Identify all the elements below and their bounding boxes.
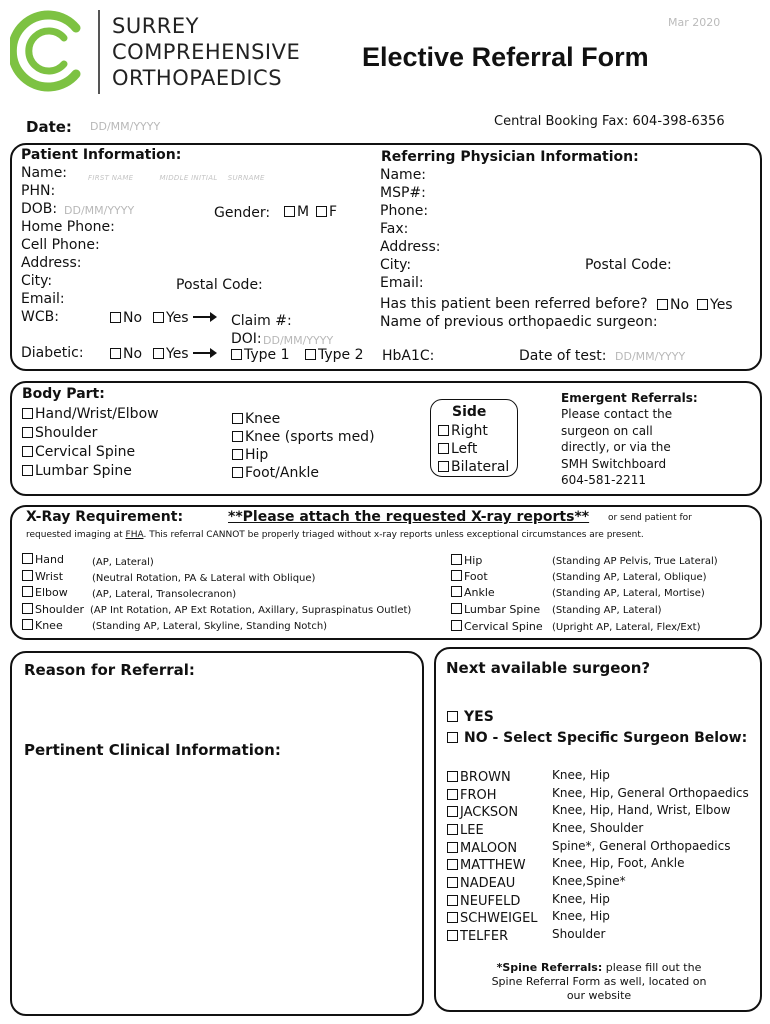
emergent-line: surgeon on call [561, 424, 653, 438]
body-part-label: Shoulder [35, 425, 98, 441]
surgeon-option[interactable] [447, 894, 520, 909]
logo-line-2: COMPREHENSIVE [112, 40, 301, 64]
surgeon-specialty: Knee, Hip, Foot, Ankle [552, 856, 685, 870]
spine-note-line1 [442, 961, 756, 975]
body-part-label: Foot/Ankle [245, 465, 319, 481]
surgeon-specialty: Knee, Hip, Hand, Wrist, Elbow [552, 803, 731, 817]
physician-phone-label: Phone: [380, 203, 429, 219]
surgeon-checkbox[interactable] [447, 912, 458, 923]
home-phone-label: Home Phone: [21, 219, 115, 235]
physician-fax-label: Fax: [380, 221, 409, 237]
surgeon-name: LEE [460, 823, 484, 838]
shoulder-checkbox[interactable] [22, 427, 33, 438]
body-part-label: Lumbar Spine [35, 463, 132, 479]
diabetic-no-option[interactable] [110, 346, 142, 362]
xray-cervical-spine[interactable] [451, 620, 543, 633]
physician-postal-label: Postal Code: [585, 257, 672, 273]
gender-m-checkbox[interactable] [284, 206, 295, 217]
spine-note-line3: our website [566, 989, 632, 1002]
body-part-shoulder[interactable] [22, 425, 97, 441]
logo [10, 8, 86, 94]
xray-label: Wrist [35, 570, 64, 583]
type2-option[interactable] [305, 347, 364, 363]
xray-wrist[interactable] [22, 570, 63, 583]
xray-knee[interactable] [22, 619, 63, 632]
phn-label: PHN: [21, 183, 56, 199]
body-part-foot-ankle[interactable] [232, 465, 319, 481]
xray-ankle-checkbox[interactable] [451, 586, 462, 597]
gender-m-option[interactable] [284, 204, 309, 220]
xray-label: Cervical Spine [464, 620, 543, 633]
type2-label: Type 2 [318, 347, 364, 363]
logo-line-3: ORTHOPAEDICS [112, 66, 283, 90]
xray-wrist-detail: (Neutral Rotation, PA & Lateral with Oblique) [92, 573, 316, 584]
surgeon-name: MATTHEW [460, 858, 526, 873]
no-checkbox[interactable] [447, 732, 458, 743]
body-part-heading: Body Part: [22, 386, 105, 402]
xray-knee-checkbox[interactable] [22, 619, 33, 630]
referred-no-option[interactable] [657, 297, 689, 313]
form-title: Elective Referral Form [362, 42, 649, 72]
side-label: Left [451, 441, 478, 457]
referred-no-label: No [670, 297, 690, 313]
side-label: Bilateral [451, 459, 510, 475]
xray-attach-note: **Please attach the requested X-ray reports** [228, 509, 590, 525]
first-name-hint: FIRST NAME [88, 174, 134, 182]
arrow-right-icon [193, 316, 215, 318]
surgeon-name: FROH [460, 788, 497, 803]
xray-note-text: requested imaging at [26, 530, 123, 540]
surgeon-specialty: Spine*, General Orthopaedics [552, 839, 731, 853]
surgeon-checkbox[interactable] [447, 789, 458, 800]
body-part-hip[interactable] [232, 447, 268, 463]
side-left-checkbox[interactable] [438, 443, 449, 454]
clinical-info-label: Pertinent Clinical Information: [24, 741, 281, 759]
side-label: Right [451, 423, 488, 439]
surgeon-option[interactable] [447, 929, 508, 944]
patient-heading: Patient Information: [21, 147, 182, 163]
hba1c-label: HbA1C: [382, 348, 435, 364]
surgeon-checkbox[interactable] [447, 895, 458, 906]
dob-input[interactable]: DD/MM/YYYY [64, 204, 135, 217]
dob-label: DOB: [21, 201, 58, 217]
body-part-label: Hand/Wrist/Elbow [35, 406, 159, 422]
body-part-label: Hip [245, 447, 269, 463]
surgeon-heading: Next available surgeon? [446, 659, 651, 677]
type2-checkbox[interactable] [305, 349, 316, 360]
xray-hip-checkbox[interactable] [451, 554, 462, 565]
side-heading: Side [452, 404, 487, 420]
emergent-phone: 604-581-2211 [561, 473, 647, 487]
xray-hip-detail: (Standing AP Pelvis, True Lateral) [552, 556, 718, 567]
surgeon-specialty: Knee, Hip, General Orthopaedics [552, 786, 749, 800]
date-of-test-input[interactable]: DD/MM/YYYY [615, 350, 686, 363]
xray-foot[interactable] [451, 570, 488, 583]
spine-note-bold: *Spine Referrals: [496, 961, 603, 974]
referred-yes-checkbox[interactable] [697, 299, 708, 310]
claim-label: Claim #: [231, 313, 292, 329]
side-bilateral[interactable] [438, 459, 509, 475]
physician-heading: Referring Physician Information: [381, 149, 639, 165]
xray-elbow-detail: (AP, Lateral, Transolecranon) [92, 589, 237, 600]
surgeon-option[interactable] [447, 841, 517, 856]
surgeon-checkbox[interactable] [447, 859, 458, 870]
xray-shoulder-detail: (AP Int Rotation, AP Ext Rotation, Axillary, Supraspinatus Outlet) [90, 605, 412, 616]
patient-email-label: Email: [21, 291, 65, 307]
arrow-right-icon [193, 352, 215, 354]
knee-sports-checkbox[interactable] [232, 431, 243, 442]
surgeon-specialty: Knee, Hip [552, 909, 610, 923]
surgeon-name: SCHWEIGEL [460, 911, 538, 926]
middle-initial-hint: MIDDLE INITIAL [159, 174, 218, 182]
surgeon-checkbox[interactable] [447, 771, 458, 782]
xray-lumbar-spine-checkbox[interactable] [451, 603, 462, 614]
previous-surgeon-label: Name of previous orthopaedic surgeon: [380, 314, 658, 330]
surgeon-checkbox[interactable] [447, 930, 458, 941]
cervical-spine-checkbox[interactable] [22, 446, 33, 457]
xray-cervical-spine-checkbox[interactable] [451, 620, 462, 631]
surgeon-name: TELFER [460, 929, 509, 944]
xray-ankle[interactable] [451, 586, 495, 599]
xray-knee-detail: (Standing AP, Lateral, Skyline, Standing Notch) [92, 621, 328, 632]
physician-email-label: Email: [380, 275, 424, 291]
xray-label: Knee [35, 619, 63, 632]
diabetic-no-checkbox[interactable] [110, 348, 121, 359]
surgeon-option[interactable] [447, 805, 518, 820]
next-available-yes[interactable] [447, 709, 494, 725]
surgeon-option[interactable] [447, 823, 484, 838]
surgeon-specialty: Knee,Spine* [552, 874, 626, 888]
surgeon-specialty: Knee, Hip [552, 892, 610, 906]
xray-ankle-detail: (Standing AP, Lateral, Mortise) [552, 588, 705, 599]
xray-label: Hand [35, 553, 64, 566]
surgeon-option[interactable] [447, 770, 511, 785]
msp-label: MSP#: [380, 185, 426, 201]
fha-link[interactable]: FHA [125, 530, 144, 540]
specific-surgeon-no[interactable] [447, 730, 747, 746]
gender-f-label: F [329, 204, 338, 220]
wcb-yes-checkbox[interactable] [153, 312, 164, 323]
surgeon-name: NEUFELD [460, 894, 521, 909]
body-part-knee-sports[interactable] [232, 429, 375, 445]
wcb-no-option[interactable] [110, 310, 142, 326]
central-fax: Central Booking Fax: 604-398-6356 [494, 114, 725, 129]
body-part-hand-wrist-elbow[interactable] [22, 406, 159, 422]
type1-checkbox[interactable] [231, 349, 242, 360]
surgeon-option[interactable] [447, 876, 515, 891]
physician-address-label: Address: [380, 239, 441, 255]
diabetic-yes-option[interactable] [153, 346, 219, 362]
gender-f-checkbox[interactable] [316, 206, 327, 217]
body-part-label: Knee [245, 411, 281, 427]
reason-section[interactable] [10, 651, 424, 1016]
patient-address-label: Address: [21, 255, 82, 271]
gender-f-option[interactable] [316, 204, 337, 220]
doi-label: DOI: [231, 331, 262, 347]
body-part-label: Cervical Spine [35, 444, 136, 460]
emergent-line: SMH Switchboard [561, 457, 667, 471]
body-part-lumbar-spine[interactable] [22, 463, 132, 479]
wcb-no-label: No [123, 310, 143, 326]
surgeon-option[interactable] [447, 858, 526, 873]
xray-elbow[interactable] [22, 586, 68, 599]
surgeon-checkbox[interactable] [447, 824, 458, 835]
xray-label: Foot [464, 570, 488, 583]
surgeon-name: JACKSON [460, 805, 519, 820]
referred-yes-option[interactable] [697, 297, 733, 313]
date-stamp: Mar 2020 [668, 16, 721, 29]
diabetic-yes-label: Yes [166, 346, 189, 362]
type1-option[interactable] [231, 347, 290, 363]
foot-ankle-checkbox[interactable] [232, 467, 243, 478]
referred-before-question: Has this patient been referred before? [380, 296, 648, 312]
surgeon-option[interactable] [447, 788, 497, 803]
referred-no-checkbox[interactable] [657, 299, 668, 310]
physician-name-label: Name: [380, 167, 427, 183]
yes-label: YES [464, 709, 494, 725]
surgeon-option[interactable] [447, 911, 538, 926]
xray-label: Hip [464, 554, 483, 567]
surgeon-checkbox[interactable] [447, 806, 458, 817]
xray-wrist-checkbox[interactable] [22, 570, 33, 581]
knee-checkbox[interactable] [232, 413, 243, 424]
reason-label: Reason for Referral: [24, 661, 195, 679]
logo-line-1: SURREY [112, 14, 199, 38]
surgeon-name: MALOON [460, 841, 518, 856]
surgeon-name: NADEAU [460, 876, 516, 891]
spine-note-line2: Spine Referral Form as well, located on [491, 975, 707, 988]
xray-lumbar-detail: (Standing AP, Lateral) [552, 605, 662, 616]
date-label: Date: [26, 118, 72, 136]
surgeon-checkbox[interactable] [447, 877, 458, 888]
lumbar-spine-checkbox[interactable] [22, 465, 33, 476]
body-part-cervical-spine[interactable] [22, 444, 135, 460]
xray-label: Elbow [35, 586, 68, 599]
patient-name-label: Name: [21, 165, 68, 181]
body-part-knee[interactable] [232, 411, 280, 427]
diabetic-label: Diabetic: [21, 345, 84, 361]
physician-city-label: City: [380, 257, 412, 273]
xray-label: Lumbar Spine [464, 603, 541, 616]
xray-hand-detail: (AP, Lateral) [92, 557, 154, 568]
referred-yes-label: Yes [710, 297, 733, 313]
no-select-label: NO - Select Specific Surgeon Below: [464, 730, 748, 746]
emergent-line: Please contact the [561, 407, 673, 421]
spine-note-text: please fill out the [605, 961, 702, 974]
date-of-test-label: Date of test: [519, 348, 607, 364]
body-part-label: Knee (sports med) [245, 429, 375, 445]
surgeon-name: BROWN [460, 770, 511, 785]
xray-hand[interactable] [22, 553, 64, 566]
logo-divider [98, 10, 100, 94]
surgeon-specialty: Knee, Shoulder [552, 821, 644, 835]
wcb-yes-option[interactable] [153, 310, 219, 326]
xray-hip[interactable] [451, 554, 482, 567]
side-right-checkbox[interactable] [438, 425, 449, 436]
wcb-no-checkbox[interactable] [110, 312, 121, 323]
xray-shoulder[interactable] [22, 603, 84, 616]
surgeon-specialty: Knee, Hip [552, 768, 610, 782]
surgeon-specialty: Shoulder [552, 927, 606, 941]
wcb-label: WCB: [21, 309, 59, 325]
surname-hint: SURNAME [227, 174, 265, 182]
patient-postal-label: Postal Code: [176, 277, 263, 293]
cell-phone-label: Cell Phone: [21, 237, 100, 253]
emergent-heading: Emergent Referrals: [561, 391, 698, 405]
side-left[interactable] [438, 441, 477, 457]
surgeon-checkbox[interactable] [447, 842, 458, 853]
gender-label: Gender: [214, 205, 271, 221]
xray-heading: X-Ray Requirement: [26, 509, 184, 525]
xray-hand-checkbox[interactable] [22, 553, 33, 564]
spine-referral-note [442, 961, 756, 1003]
gender-m-label: M [297, 204, 310, 220]
xray-cervical-detail: (Upright AP, Lateral, Flex/Ext) [552, 622, 701, 633]
xray-label: Ankle [464, 586, 495, 599]
logo-mark-icon [10, 8, 86, 94]
yes-checkbox[interactable] [447, 711, 458, 722]
xray-note-text: . This referral CANNOT be properly triaged without x-ray reports unless exceptional circumstances are present. [143, 530, 644, 540]
diabetic-yes-checkbox[interactable] [153, 348, 164, 359]
patient-city-label: City: [21, 273, 53, 289]
doi-input[interactable]: DD/MM/YYYY [263, 334, 334, 347]
side-bilateral-checkbox[interactable] [438, 461, 449, 472]
xray-lumbar-spine[interactable] [451, 603, 540, 616]
xray-elbow-checkbox[interactable] [22, 586, 33, 597]
date-input[interactable]: DD/MM/YYYY [90, 120, 161, 133]
hip-checkbox[interactable] [232, 449, 243, 460]
patient-name-field[interactable] [88, 169, 265, 184]
xray-shoulder-checkbox[interactable] [22, 603, 33, 614]
diabetic-no-label: No [123, 346, 143, 362]
hand-wrist-elbow-checkbox[interactable] [22, 408, 33, 419]
xray-note-line2 [26, 530, 644, 540]
emergent-line: directly, or via the [561, 440, 671, 454]
wcb-yes-label: Yes [166, 310, 189, 326]
type1-label: Type 1 [244, 347, 290, 363]
xray-foot-detail: (Standing AP, Lateral, Oblique) [552, 572, 707, 583]
xray-label: Shoulder [35, 603, 84, 616]
side-right[interactable] [438, 423, 488, 439]
xray-foot-checkbox[interactable] [451, 570, 462, 581]
xray-send-note: or send patient for [608, 513, 692, 523]
